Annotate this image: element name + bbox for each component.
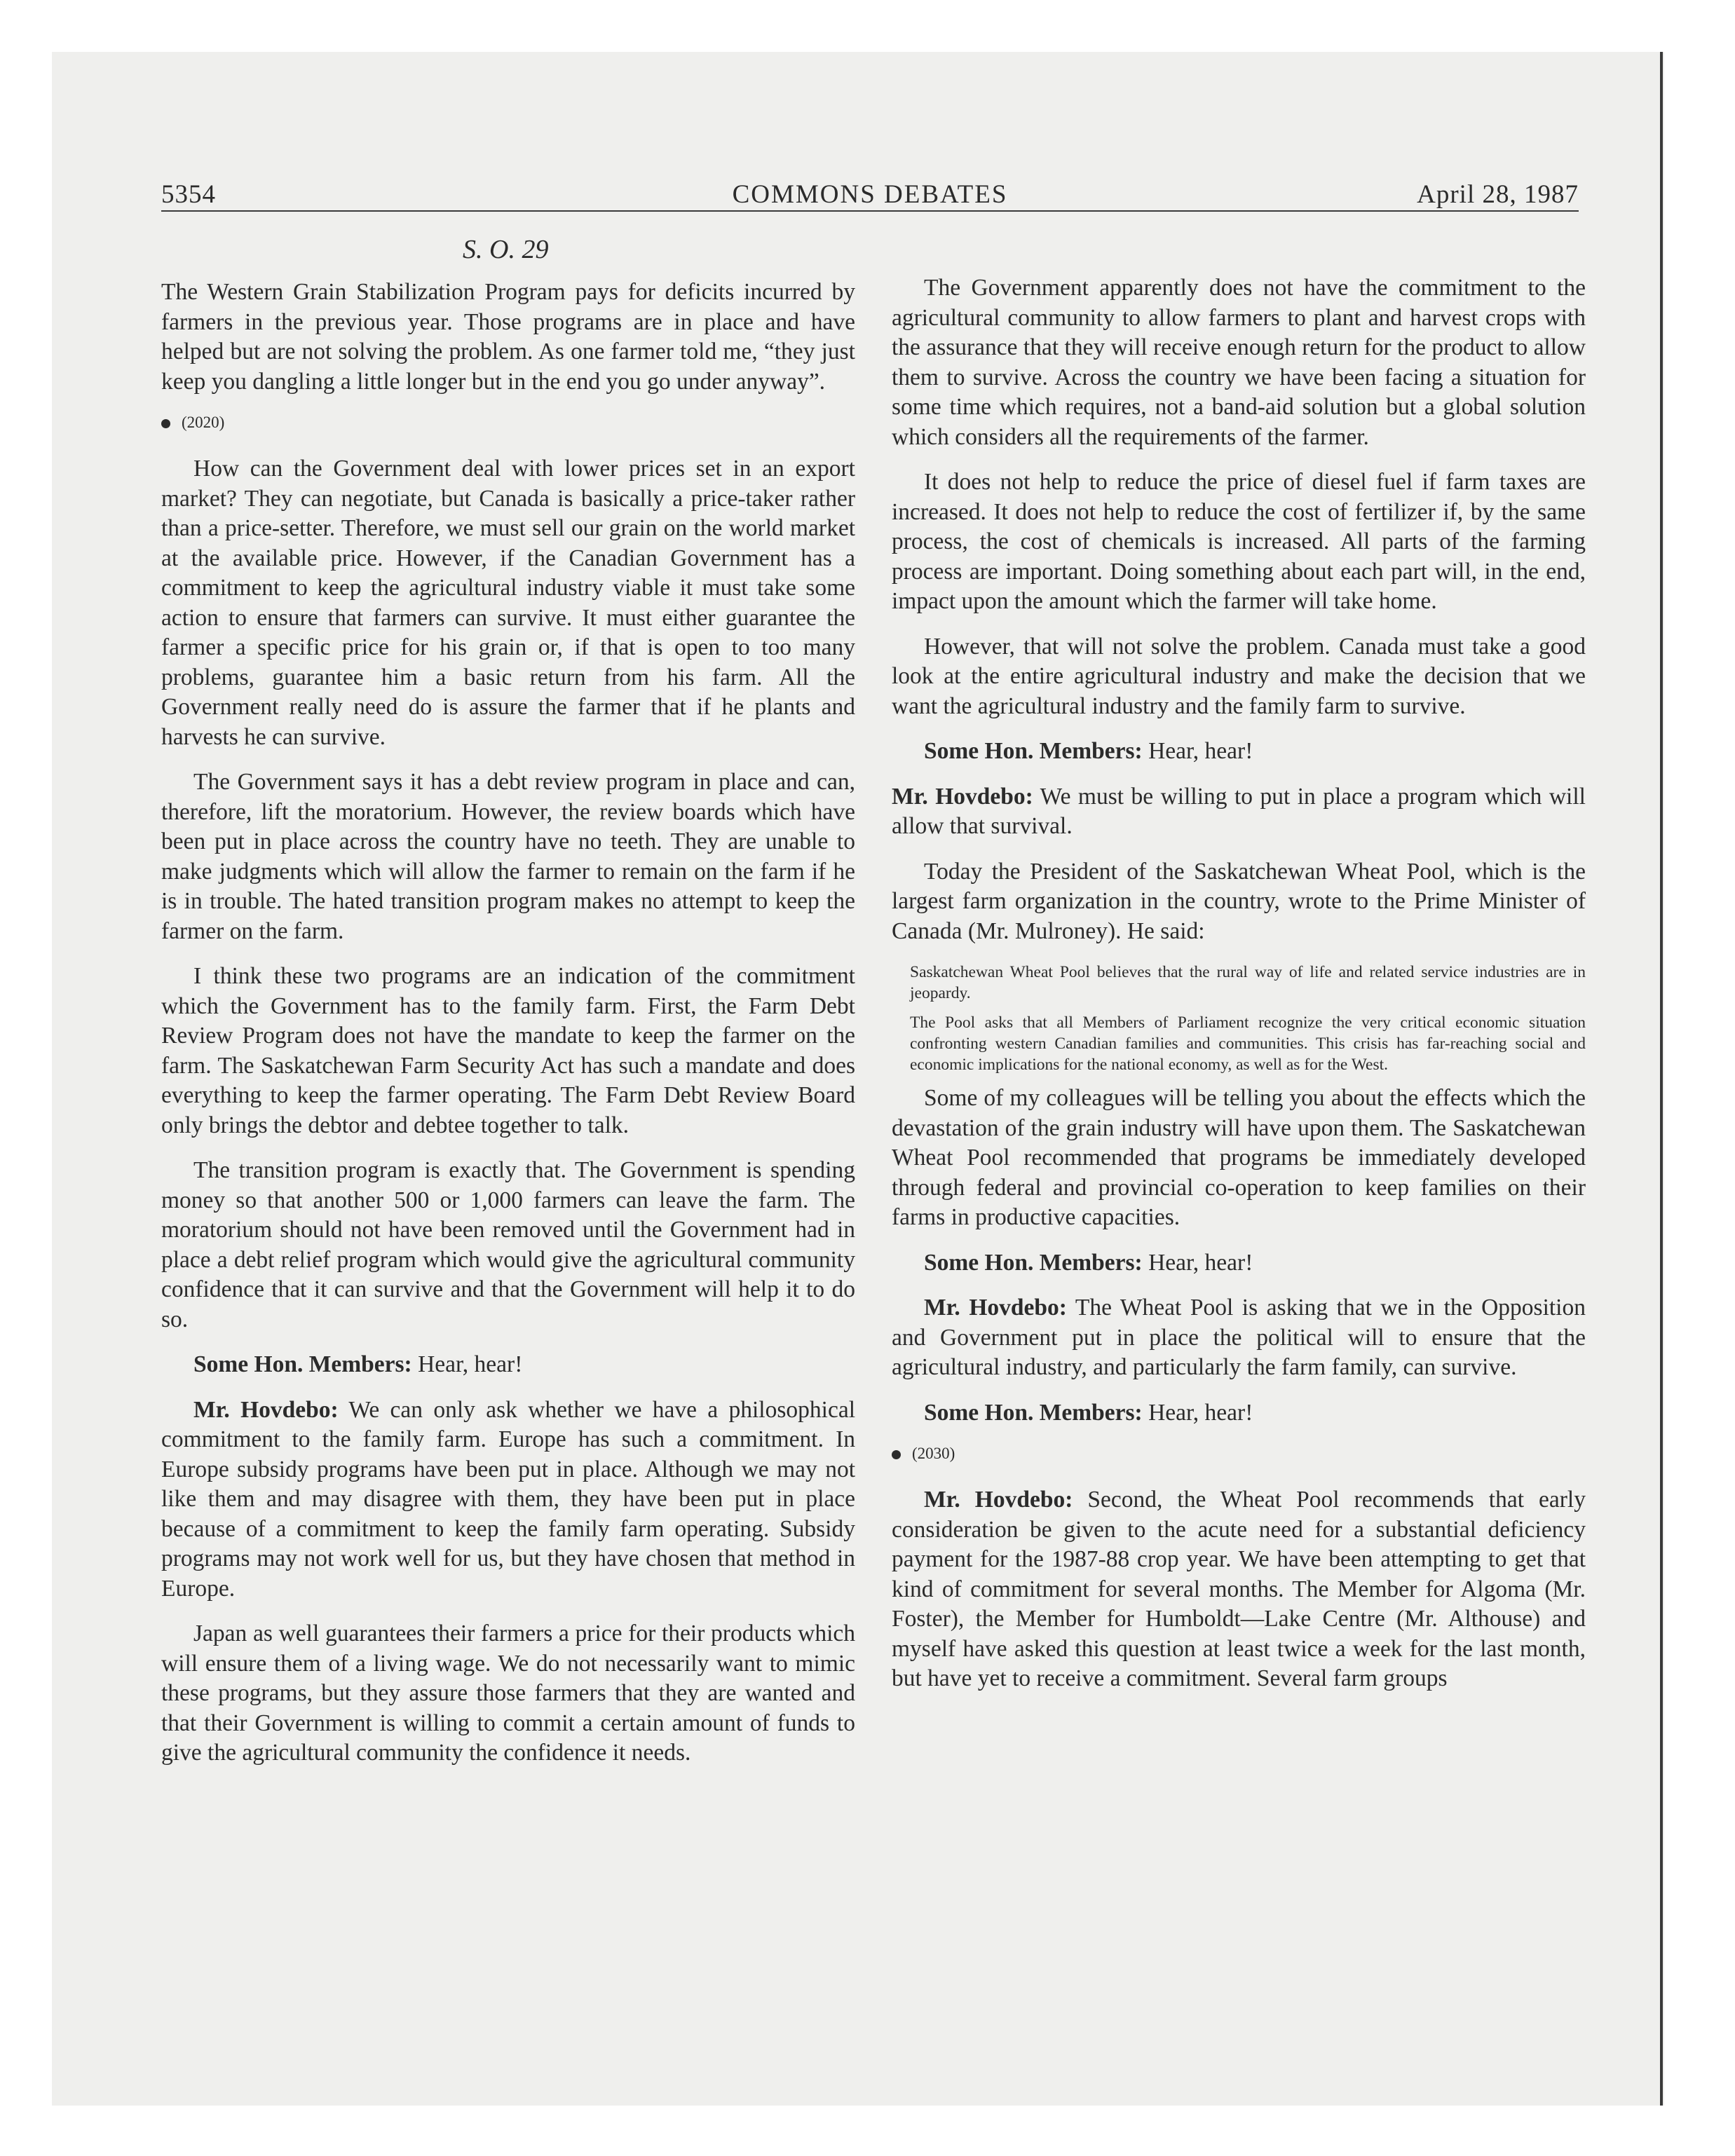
speaker-name: Some Hon. Members:	[924, 1399, 1143, 1426]
block-quote: Saskatchewan Wheat Pool believes that the rural way of life and related service industries are in jeopardy.	[910, 963, 1586, 1002]
section-label: S. O. 29	[463, 235, 549, 264]
speaker-name: Mr. Hovdebo:	[924, 1295, 1067, 1321]
right-column	[892, 273, 1586, 1710]
page-number: 5354	[161, 180, 216, 209]
left-column	[161, 278, 855, 1784]
paragraph: I think these two programs are an indication of the commitment which the Government has to the family farm. First, the Farm Debt Review Program does not have the mandate to keep the farmer on the farm. The Saskatchewan Farm Security Act has such a mandate and does everything to keep the farmer operating. The Farm Debt Review Board only brings the debtor and debtee together to talk.	[161, 963, 855, 1138]
interjection: Some Hon. Members: Hear, hear!	[924, 738, 1253, 764]
paragraph: The Government apparently does not have the commitment to the agricultural community to allow farmers to plant and harvest crops with the assurance that they will receive enough return for the product to allow them to survive. Across the country we have been facing a situation for some time which requires, not a band-aid solution but a global solution which considers all the requirements of the farmer.	[892, 275, 1586, 450]
paragraph: The Western Grain Stabilization Program pays for deficits incurred by farmers in the previous year. Those programs are in place and have helped but are not solving the problem. As one farmer told me, “they just keep you dangling a little longer but in the end you go under anyway”.	[161, 279, 855, 395]
page-date: April 28, 1987	[1417, 180, 1579, 209]
bullet-icon	[161, 419, 170, 428]
interjection: Some Hon. Members: Hear, hear!	[924, 1249, 1253, 1276]
speaker-name: Mr. Hovdebo:	[924, 1487, 1073, 1513]
block-quote: The Pool asks that all Members of Parliament recognize the very critical economic situation confronting western Canadian families and communities. This crisis has far-reaching social and economic implications for the national economy, as well as for the West.	[910, 1014, 1586, 1074]
time-marker: (2030)	[892, 1443, 1586, 1464]
paragraph: However, that will not solve the problem. Canada must take a good look at the entire agricultural industry and make the decision that we want the agricultural industry and the family farm to survive.	[892, 633, 1586, 719]
speaker-name: Mr. Hovdebo:	[892, 783, 1033, 810]
paragraph: The Government says it has a debt review program in place and can, therefore, lift the moratorium. However, the review boards which have been put in place across the country have no teeth. They are unable to make judgments which will allow the farmer to remain on the farm if he is in trouble. The hated transition program makes no attempt to keep the farmer on the farm.	[161, 769, 855, 944]
bullet-icon	[892, 1450, 901, 1459]
page-edge-line	[1660, 52, 1663, 2106]
page-header	[161, 179, 1579, 213]
paragraph: The transition program is exactly that. The Government is spending money so that another 500 or 1,000 farmers can leave the farm. The moratorium should not have been removed until the Government had in place a debt relief program which would give the agricultural community confidence that it can survive and that the Government will help it to do so.	[161, 1157, 855, 1332]
paragraph: Some of my colleagues will be telling you about the effects which the devastation of the grain industry will have upon them. The Saskatchewan Wheat Pool recommended that programs be immediately developed through federal and provincial co-operation to keep families on their farms in productive capacities.	[892, 1085, 1586, 1230]
publication-title: COMMONS DEBATES	[732, 180, 1008, 209]
speech-paragraph: Mr. Hovdebo: The Wheat Pool is asking that we in the Opposition and Government put in place the political will to ensure that the agricultural industry, and particularly the farm family, can survive.	[892, 1295, 1586, 1380]
header-rule	[161, 210, 1579, 212]
speech-paragraph: Mr. Hovdebo: We can only ask whether we have a philosophical commitment to the family farm. Europe has such a commitment. In Europe subsidy programs have been put in place. Although we may not like them and may disagree with them, they have been put in place because of a commitment to keep the family farm operating. Subsidy programs may not work well for us, but they have chosen that method in Europe.	[161, 1396, 855, 1602]
speaker-name: Some Hon. Members:	[924, 738, 1143, 764]
interjection: Some Hon. Members: Hear, hear!	[193, 1351, 523, 1377]
speaker-name: Some Hon. Members:	[924, 1249, 1143, 1276]
interjection: Some Hon. Members: Hear, hear!	[924, 1399, 1253, 1426]
speaker-name: Mr. Hovdebo:	[193, 1396, 339, 1423]
speech-paragraph: Mr. Hovdebo: Second, the Wheat Pool recommends that early consideration be given to the acute need for a substantial deficiency payment for the 1987-88 crop year. We have been attempting to get that kind of commitment for several months. The Member for Algoma (Mr. Foster), the Member for Humboldt—Lake Centre (Mr. Althouse) and myself have asked this question at least twice a week for the last month, but have yet to receive a commitment. Several farm groups	[892, 1487, 1586, 1691]
speech-paragraph: Mr. Hovdebo: We must be willing to put in place a program which will allow that survival.	[892, 783, 1586, 839]
paragraph: It does not help to reduce the price of diesel fuel if farm taxes are increased. It does not help to reduce the cost of fertilizer if, by the same process, the cost of chemicals is increased. All parts of the farming process are important. Doing something about each part will, in the end, impact upon the amount which the farmer will take home.	[892, 469, 1586, 614]
paragraph: How can the Government deal with lower prices set in an export market? They can negotiate, but Canada is basically a price-taker rather than a price-setter. Therefore, we must sell our grain on the world market at the available price. However, if the Canadian Government has a commitment to keep the agricultural industry viable it must take some action to ensure that farmers can survive. It must either guarantee the farmer a specific price for his grain or, if that is open to too many problems, guarantee him a basic return from his farm. All the Government really need do is assure the farmer that if he plants and harvests he can survive.	[161, 456, 855, 750]
time-marker: (2020)	[161, 412, 855, 433]
speaker-name: Some Hon. Members:	[193, 1351, 412, 1377]
paragraph: Japan as well guarantees their farmers a price for their products which will ensure them of a living wage. We do not necessarily want to mimic these programs, but they assure those farmers that they are wanted and that their Government is willing to commit a certain amount of funds to give the agricultural community the confidence it needs.	[161, 1621, 855, 1766]
paragraph: Today the President of the Saskatchewan Wheat Pool, which is the largest farm organization in the country, wrote to the Prime Minister of Canada (Mr. Mulroney). He said:	[892, 858, 1586, 944]
